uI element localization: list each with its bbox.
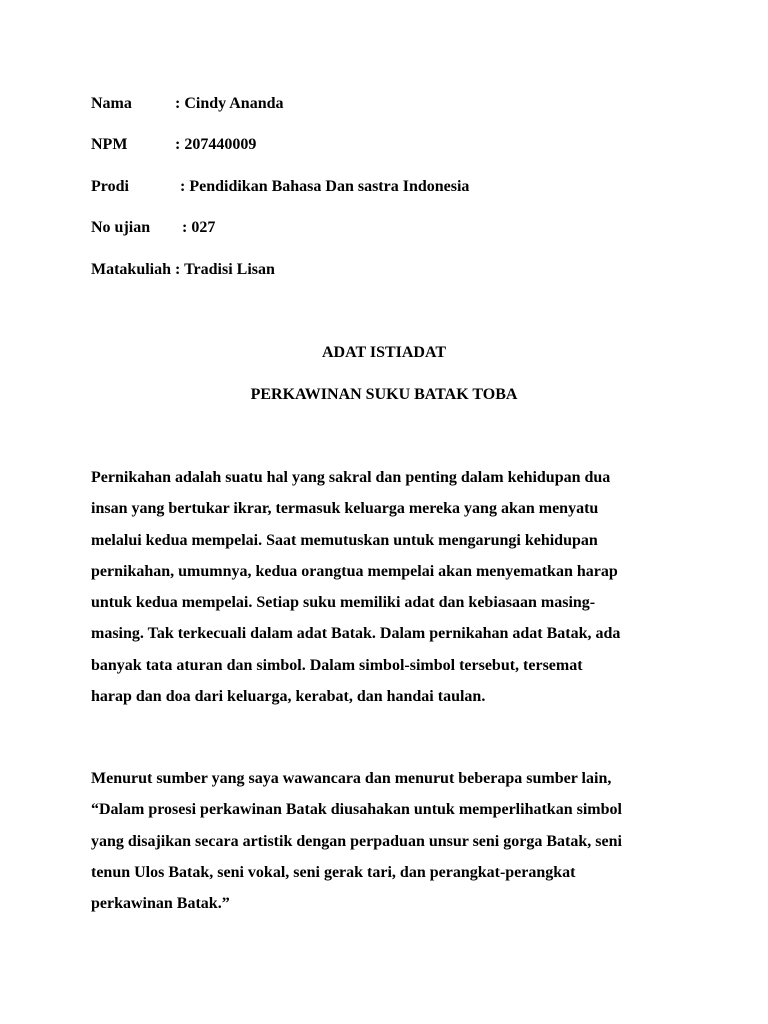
paragraph-line: masing. Tak terkecuali dalam adat Batak. Dalam pernikahan adat Batak, ada — [91, 625, 621, 643]
paragraph-line: insan yang bertukar ikrar, termasuk keluarga mereka yang akan menyatu — [91, 500, 599, 518]
paragraph-line: Menurut sumber yang saya wawancara dan menurut beberapa sumber lain, — [91, 770, 612, 787]
paragraph-1 — [91, 467, 681, 717]
paragraph-line: Pernikahan adalah suatu hal yang sakral dan penting dalam kehidupan dua — [91, 469, 611, 486]
meta-value: 207440009 — [184, 136, 257, 153]
meta-separator: : — [180, 178, 186, 195]
meta-label: Nama — [91, 95, 132, 112]
meta-separator: : — [182, 219, 188, 236]
meta-row-npm — [91, 134, 256, 156]
document-title: ADAT ISTIADAT — [321, 344, 447, 361]
paragraph-line: harap dan doa dari keluarga, kerabat, dan handai taulan. — [91, 688, 486, 706]
paragraph-2 — [91, 768, 681, 924]
paragraph-line: tenun Ulos Batak, seni vokal, seni gerak tari, dan perangkat-perangkat — [91, 863, 576, 881]
meta-row-prodi — [91, 176, 469, 198]
paragraph-line: perkawinan Batak.” — [91, 895, 230, 913]
paragraph-line: pernikahan, umumnya, kedua orangtua mempelai akan menyematkan harap — [91, 562, 618, 580]
meta-separator: : — [175, 95, 181, 112]
paragraph-line: yang disajikan secara artistik dengan perpaduan unsur seni gorga Batak, seni — [91, 832, 622, 850]
meta-row-no-ujian — [91, 217, 215, 239]
meta-label: Matakuliah — [91, 261, 172, 278]
meta-separator: : — [175, 261, 181, 278]
paragraph-line: untuk kedua mempelai. Setiap suku memiliki adat dan kebiasaan masing- — [91, 594, 596, 612]
paragraph-line: banyak tata aturan dan simbol. Dalam simbol-simbol tersebut, tersemat — [91, 656, 583, 674]
meta-label: NPM — [91, 136, 128, 153]
meta-value: Cindy Ananda — [184, 95, 284, 112]
document-subtitle: PERKAWINAN SUKU BATAK TOBA — [250, 386, 518, 403]
paragraph-line: “Dalam prosesi perkawinan Batak diusahakan untuk memperlihatkan simbol — [91, 801, 622, 819]
meta-separator: : — [175, 136, 181, 153]
meta-value: Pendidikan Bahasa Dan sastra Indonesia — [189, 178, 470, 195]
meta-row-nama — [91, 93, 284, 115]
paragraph-line: melalui kedua mempelai. Saat memutuskan untuk mengarungi kehidupan — [91, 531, 598, 549]
meta-value: Tradisi Lisan — [184, 261, 275, 278]
meta-row-matakuliah — [91, 259, 275, 281]
meta-label: No ujian — [91, 219, 151, 236]
meta-label: Prodi — [91, 178, 129, 195]
meta-value: 027 — [191, 219, 216, 236]
